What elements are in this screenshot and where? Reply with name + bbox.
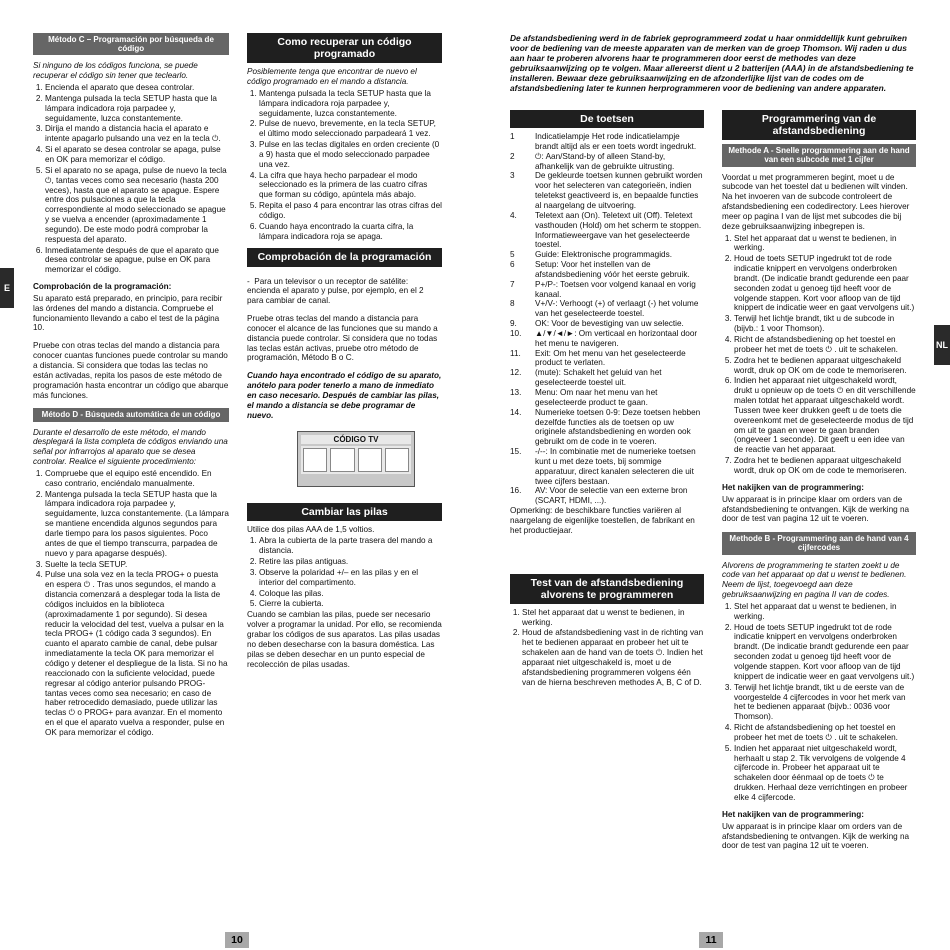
method-c-step: 3. Dirija el mando a distancia hacia el aparato e intente apagarlo pulsando una vez en la tecla ⏻. (45, 124, 229, 144)
method-a-header: Methode A - Snelle programmering aan de hand van een subcode met 1 cijfer (722, 144, 916, 166)
key-item: 3 De gekleurde toetsen kunnen gebruikt worden voor het selecteren van categorieën, indien teletekst geactiveerd is, en bepaalde functies al naargelang de uitvoering. (510, 171, 703, 210)
method-c-step: 1. Encienda el aparato que desea controlar. (45, 83, 229, 93)
method-a-intro: Voordat u met programmeren begint, moet u de subcode van het toestel dat u bedienen wilt vinden. Na het invoeren van de subcode controleert de afstandsbediening een codedirectory. Lees hierover meer op pagina I van de lijst met subcodes die bij deze gebruiksaanwijzing inbegrepen is. (722, 172, 910, 231)
key-item: 4. Teletext aan (On). Teletext uit (Off). Teletext vasthouden (Hold) om het scherm te stoppen. Informatieweergave van het geselecteerde toestel. (510, 210, 702, 250)
code-digit-cell (358, 448, 382, 472)
method-c-intro: Si ninguno de los códigos funciona, se puede recuperar el código sin tener que teclearlo. (33, 61, 198, 81)
method-d-step: 4. Pulse una sola vez en la tecla PROG+ o puesta en espera ⏻ . Tras unos segundos, el mando a distancia comenzará a desplegar toda la lista de códigos incluidos en la biblioteca (aproximadamente 1 por segundo). Si desea reducir la velocidad del test, vuelva a pulsar en la tecla PROG+ (1 código cada 3 segundos). En cuanto el aparato cambie de canal, debe pulsar inmediatamente la tecla OK para memorizar el código y detener el despliegue de la lista. Si no ha reaccionado con la suficiente velocidad, puede regresar al código anterior pulsando PROG- tantas veces como sea necesario; en caso de haber retrocedido demasiado, puede utilizar las teclas ⏻ o PROG+ para avanzar. En el momento en el que el aparato vuelva a responder, pulse en OK para memorizar el código. (45, 570, 229, 737)
recover-code-step: 5. Repita el paso 4 para encontrar las otras cifras del código. (259, 201, 442, 221)
test-step: 1. Stel het apparaat dat u wenst te bedienen, in werking. (522, 608, 704, 628)
method-d-header: Método D - Búsqueda automática de un código (33, 408, 229, 421)
method-b-step: 1. Stel het apparaat dat u wenst te bedienen, in werking. (734, 602, 916, 622)
key-item: 5 Guide: Elektronische programmagids. (510, 250, 672, 260)
method-d-step: 3. Suelte la tecla SETUP. (45, 560, 229, 570)
test-header: Test van de afstandsbediening alvorens te programmeren (510, 574, 704, 604)
intro-text: De afstandsbediening werd in de fabriek geprogrammeerd zodat u haar onmiddellijk kunt gebruiken voor de bediening van de meeste apparaten van de merken van de groep Thomson. Wij raden u dus aan haar te proberen alvorens haar te programmeren door eerst de methodes van deze gebruiksaanwijzing op te volgen. Maar allereerst dient u 2 batterijen (AAA) in de afstandsbediening te installeren. Bewaar deze gebruiksaanwijzing en de afzonderlijke lijst van de codes om de afstandsbediening later te kunnen herprogrammeren voor de bediening van andere apparaten. (510, 33, 914, 94)
method-a-step: 4. Richt de afstandsbediening op het toestel en probeer het met de toets ⏻ . uit te schakelen. (734, 335, 916, 355)
method-b-header: Methode B - Programmering aan de hand van 4 cijfercodes (722, 532, 916, 554)
keys-note: Opmerking: de beschikbare functies variëren al naargelang de eigenlijke toestellen, de fabrikant en het productiejaar. (510, 506, 695, 535)
battery-step: 2. Retire las pilas antiguas. (259, 557, 442, 567)
battery-steps (247, 536, 442, 609)
key-item: 2 ⏻: Aan/Stand-by of alleen Stand-by, afhankelijk van de gebruikte uitrusting. (510, 151, 675, 171)
recover-code-step: 1. Mantenga pulsada la tecla SETUP hasta que la lámpara indicadora roja parpadee y, seguidamente, luzca constantemente. (259, 89, 442, 119)
check-b-text: Uw apparaat is in principe klaar om orders van de afstandsbediening te ontvangen. Kijk de werking na door de test van pagina 12 uit te voeren. (722, 821, 910, 851)
test-steps (510, 608, 704, 688)
battery-step: 4. Coloque las pilas. (259, 589, 442, 599)
recover-code-steps (247, 89, 442, 242)
recover-code-step: 2. Pulse de nuevo, brevemente, en la tecla SETUP, el último modo seleccionado parpadeará 1 vez. (259, 119, 442, 139)
battery-text: Cuando se cambian las pilas, puede ser necesario volver a programar la unidad. Por ello, se recomienda grabar los códigos de sus aparatos. Las pilas usadas no deben desecharse con la basura doméstica. Las pilas se deben desechar en un punto especial de recolección de pilas usadas. (247, 610, 442, 669)
method-c-step: 4. Si el aparato se desea controlar se apaga, pulse en OK para memorizar el código. (45, 145, 229, 165)
battery-intro: Utilice dos pilas AAA de 1,5 voltios. (247, 524, 375, 534)
code-digit-cell (303, 448, 327, 472)
method-b-step: 5. Indien het apparaat niet uitgeschakeld wordt, herhaalt u stap 2. Tik vervolgens de volgende 4 cijfercode in. Probeer het apparaat uit te schakelen door éénmaal op de toets ⏻ te drukken. Herhaal deze verrichtingen en probeer elke 4 cijfercode. (734, 744, 916, 803)
verify-text: Pruebe otras teclas del mando a distancia para conocer el alcance de las funciones que su mando a distancia puede controlar. Si considera que no todas las teclas están activas, pruebe otro método de programación, Método B o C. (247, 314, 438, 363)
method-a-step: 2. Houd de toets SETUP ingedrukt tot de rode indicatie knippert en vervolgens onderbroken brandt. (De indicatie brandt gedurende een paar seconden zodat u genoeg tijd heeft voor de volgende stappen. Kort voor afloop van de tijd knippert de indicatie weer en gaat vervolgens uit.) (734, 254, 916, 313)
key-item: 16. AV: Voor de selectie van een externe bron (SCART, HDMI, ...). (510, 486, 688, 506)
method-d-step: 2. Mantenga pulsada la tecla SETUP hasta que la lámpara indicadora roja parpadee y, seguidamente, luzca constantemente. (La lámpara se mantiene encendida algunos segundos para darle tiempo para los pasos siguientes. Poco antes de que el tiempo transcurra, parpadea de nuevo y para apagarse después). (45, 490, 229, 559)
method-b-step: 3. Terwijl het lichtje brandt, tikt u de eerste van de voorgestelde 4 cijfercodes in voor het merk van het te bedienen apparaat (bijvb.: 0036 voor Thomson). (734, 683, 916, 722)
page-number-left: 10 (225, 932, 249, 948)
method-c-step: 6. Inmediatamente después de que el aparato que desea controlar se apague, pulse en OK para memorizar el código. (45, 246, 229, 276)
key-item: 10. ▲/▼/◄/►: Om verticaal en horizontaal door het menu te navigeren. (510, 328, 698, 348)
method-b-intro: Alvorens de programmering te starten zoekt u de code van het apparaat op dat u wenst te bedienen. Neem de lijst, toegevoegd aan deze gebruiksaanwijzing en pagina II van de codes. (722, 560, 907, 600)
method-b-step: 4. Richt de afstandsbediening op het toestel en probeer het met de toets ⏻ . uit te schakelen. (734, 723, 916, 743)
check-a-title: Het nakijken van de programmering: (722, 482, 864, 492)
left-column-2 (247, 33, 442, 671)
verify-bullet-text: Para un televisor o un receptor de satélite: encienda el aparato y pulse, por ejemplo, en el 2 para cambiar de canal. (247, 276, 424, 306)
right-column-2 (722, 110, 916, 853)
code-digit-cell (330, 448, 354, 472)
method-a-step: 6. Indien het apparaat niet uitgeschakeld wordt, drukt u opnieuw op de toets ⏻ en dit verschillende malen totdat het apparaat uitgeschakeld wordt. Tussen twee keer drukken geeft u de toets die overeenkomt met de geselecteerde modus de tijd om uit te gaan en weer te gaan branden (ongeveer 1 seconde). Dit geeft u een idee van de reactie van het apparaat. (734, 376, 916, 455)
language-tab-e: E (0, 268, 14, 308)
check-a-text: Uw apparaat is in principe klaar om orders van de afstandsbediening te ontvangen. Kijk de werking na door de test van pagina 12 uit te voeren. (722, 494, 910, 524)
method-a-step: 7. Zodra het te bedienen apparaat uitgeschakeld wordt, druk op OK om de code te memoriseren. (734, 456, 916, 476)
method-a-step: 1. Stel het apparaat dat u wenst te bedienen, in werking. (734, 234, 916, 254)
recover-code-step: 3. Pulse en las teclas digitales en orden creciente (0 a 9) hasta que el modo seleccionado parpadee una vez. (259, 140, 442, 170)
recover-code-header: Como recuperar un código programado (247, 33, 442, 63)
key-item: 9. OK: Voor de bevestiging van uw selectie. (510, 319, 684, 329)
verify-programming-header: Comprobación de la programación (247, 248, 442, 266)
check-programming-text: Su aparato está preparado, en principio, para recibir las órdenes del mando a distancia. Compruebe el funcionamiento llevando a cabo el test de la página 10. (33, 293, 223, 333)
method-b-step: 2. Houd de toets SETUP ingedrukt tot de rode indicatie knippert en vervolgens onderbroken brandt. (De indicatie brandt gedurende een paar seconden zodat u genoeg tijd heeft voor de volgende stappen. Kort voor afloop van de tijd knippert de indicatie weer en gaat vervolgens uit.) (734, 623, 916, 682)
method-c-step: 5. Si el aparato no se apaga, pulse de nuevo la tecla ⏻, tantas veces como sea necesario (hasta 200 veces), hasta que el aparato se apague. Espere entre dos pulsaciones a que la tecla correspondiente al modo seleccionado se apague y se vuelva a encender (aproximadamente 1 segundo). De este modo podrá comprobar la respuesta del aparato. (45, 166, 229, 245)
page-number-right: 11 (699, 932, 723, 948)
recover-code-step: 4. La cifra que haya hecho parpadear el modo seleccionado es la primera de las cuatro cifras que forman su código, apúntela más abajo. (259, 171, 442, 201)
key-item: 15. -/--: In combinatie met de numerieke toetsen kunt u met deze toets, bij sommige apparatuur, direct kanalen selecteren die uit twee cijfers bestaan. (510, 447, 696, 486)
check-programming-title: Comprobación de la programación: (33, 282, 172, 292)
code-tv-cells (301, 446, 411, 474)
key-item: 13. Menu: Om naar het menu van het geselecteerde product te gaan. (510, 388, 658, 407)
key-item: 6 Setup: Voor het instellen van de afstandsbediening vóór het eerste gebruik. (510, 260, 690, 279)
verify-bullet: - Para un televisor o un receptor de satélite: encienda el aparato y pulse, por ejemplo, en el 2 para cambiar de canal. (247, 276, 424, 306)
verify-note: Cuando haya encontrado el código de su aparato, anótelo para poder tenerlo a mano de inmediato en caso necesario. Después de cambiar las pilas, el mando a distancia se debe programar de nuevo. (247, 371, 442, 420)
code-digit-cell (385, 448, 409, 472)
code-tv-label: CÓDIGO TV (301, 435, 411, 445)
check-b-title: Het nakijken van de programmering: (722, 809, 864, 819)
method-c-header: Método C – Programación por búsqueda de código (33, 33, 229, 55)
recover-code-step: 6. Cuando haya encontrado la cuarta cifra, la lámpara indicadora roja se apaga. (259, 222, 442, 242)
method-c-step: 2. Mantenga pulsada la tecla SETUP hasta que la lámpara indicadora roja parpadee y, seguidamente, luzca constantemente. (45, 94, 229, 124)
key-item: 7 P+/P-: Toetsen voor volgend kanaal en vorig kanaal. (510, 279, 696, 299)
programming-header: Programmering van de afstandsbediening (722, 110, 916, 140)
test-step: 2. Houd de afstandsbediening vast in de richting van het te bedienen apparaat en probeer het uit te schakelen aan de hand van de toets ⏻. Indien het apparaat niet uitgeschakeld is, moet u de afstandsbediening programmeren volgens één van de hierna beschreven methodes A, B, C of D. (522, 628, 704, 687)
method-a-step: 5. Zodra het te bedienen apparaat uitgeschakeld wordt, druk op OK om de code te memoriseren. (734, 356, 916, 376)
check-programming-text-2: Pruebe con otras teclas del mando a distancia para conocer cuantas funciones puede controlar su mando a distancia. Si considera que todas las teclas no están activadas, repita los pasos de este método de programación hasta encontrar un código que abarque más funciones. (33, 341, 229, 400)
method-d-intro: Durante el desarrollo de este método, el mando desplegará la lista completa de códigos enviando una señal por infrarrojos al aparato que se desea controlar. Realice el siguiente procedimiento: (33, 427, 228, 467)
change-batteries-header: Cambiar las pilas (247, 503, 442, 521)
battery-step: 1. Abra la cubierta de la parte trasera del mando a distancia. (259, 536, 442, 556)
method-a-steps (722, 234, 916, 476)
keys-header: De toetsen (510, 110, 704, 128)
method-a-step: 3. Terwijl het lichtje brandt, tikt u de subcode in (bijvb.: 1 voor Thomson). (734, 314, 916, 334)
key-item: 8 V+/V-: Verhoogt (+) of verlaagt (-) het volume van het geselecteerde toestel. (510, 299, 699, 319)
key-item: 14. Numerieke toetsen 0-9: Deze toetsen hebben dezelfde functies als de toetsen op uw originele afstandsbediening en worden ook gebruikt om de code in te voeren. (510, 407, 701, 447)
key-item: 1 Indicatielampje Het rode indicatielampje brandt altijd als er een toets wordt ingedrukt. (510, 132, 697, 151)
battery-step: 5. Cierre la cubierta. (259, 599, 442, 609)
language-tab-nl: NL (934, 325, 950, 365)
code-tv-box (297, 431, 415, 487)
left-column-1 (33, 33, 229, 739)
method-d-steps (33, 469, 229, 738)
method-b-steps (722, 602, 916, 803)
right-column-1 (510, 110, 704, 689)
key-item: 12. (mute): Schakelt het geluid van het geselecteerde toestel uit. (510, 368, 662, 388)
method-d-step: 1. Compruebe que el equipo esté encendido. En caso contrario, enciéndalo manualmente. (45, 469, 229, 489)
battery-step: 3. Observe la polaridad +/– en las pilas y en el interior del compartimento. (259, 568, 442, 588)
keys-list (510, 132, 704, 506)
method-c-steps (33, 83, 229, 275)
key-item: 11. Exit: Om het menu van het geselecteerde product te verlaten. (510, 348, 686, 368)
recover-code-intro: Posiblemente tenga que encontrar de nuevo el código programado en el mando a distancia. (247, 67, 417, 86)
